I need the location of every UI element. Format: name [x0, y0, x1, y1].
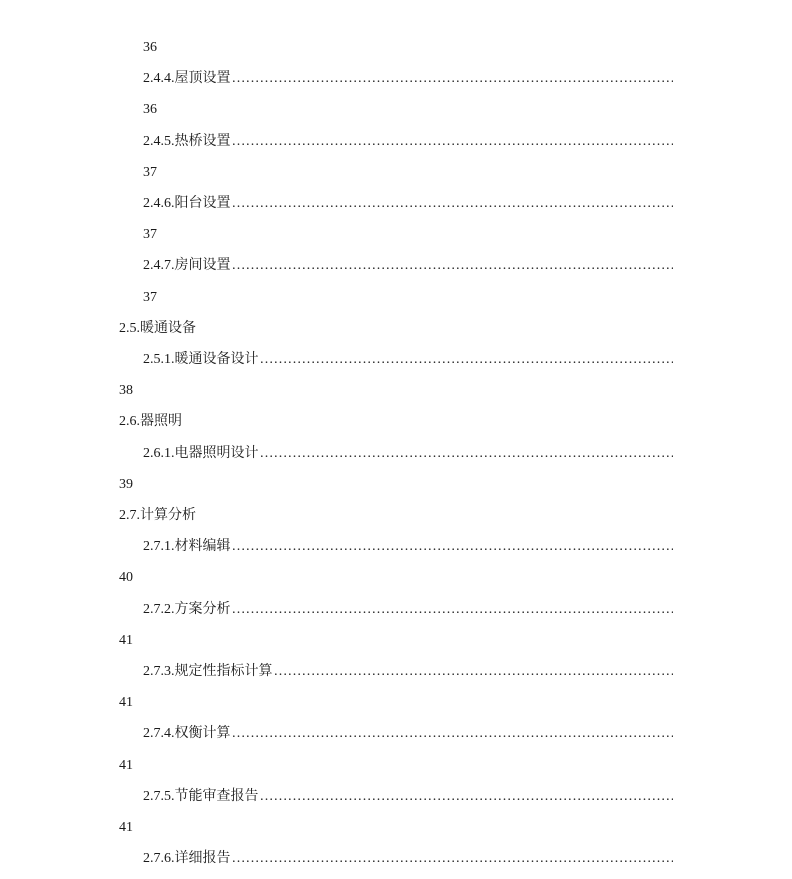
- toc-leader-dots: [274, 662, 674, 682]
- toc-page-number: 41: [119, 632, 133, 648]
- toc-page-number: 37: [143, 227, 157, 243]
- toc-leader-dots: [232, 132, 674, 152]
- toc-entry-title: 2.4.5.热桥设置: [143, 133, 231, 149]
- toc-entry: [143, 444, 673, 464]
- toc-page-number: 41: [119, 695, 133, 711]
- toc-leader-dots: [232, 849, 674, 869]
- toc-entry-title: 2.7.3.规定性指标计算: [143, 664, 273, 679]
- toc-entry: [143, 724, 673, 744]
- toc-leader-dots: [232, 194, 674, 214]
- toc-page-number: 41: [119, 757, 133, 773]
- toc-leader-dots: [260, 350, 674, 370]
- toc-entry: [143, 849, 673, 869]
- toc-entry: [143, 600, 673, 620]
- toc-page-number: 39: [119, 476, 133, 492]
- toc-leader-dots: [232, 537, 674, 557]
- toc-section-title: 2.7.计算分析: [119, 508, 196, 523]
- toc-entry-title: 2.4.7.房间设置: [143, 258, 231, 274]
- toc-entry-title: 2.7.2.方案分析: [143, 601, 231, 617]
- toc-leader-dots: [232, 256, 674, 276]
- toc-entry-title: 2.7.6.详细报告: [143, 851, 231, 867]
- toc-section-title: 2.6.器照明: [119, 414, 182, 430]
- toc-page-number: 38: [119, 383, 133, 399]
- toc-entry-title: 2.7.1.材料编辑: [143, 539, 231, 555]
- toc-entry: [143, 350, 673, 370]
- toc-leader-dots: [260, 787, 674, 807]
- toc-leader-dots: [232, 69, 674, 89]
- toc-entry: [143, 194, 673, 214]
- toc-entry: [143, 787, 673, 807]
- toc-entry-title: 2.6.1.电器照明设计: [143, 445, 259, 461]
- toc-page-number: 41: [119, 820, 133, 835]
- toc-entry-title: 2.4.6.阳台设置: [143, 196, 231, 211]
- toc-entry: [143, 69, 673, 89]
- toc-entry: [143, 256, 673, 276]
- toc-page-number: 37: [143, 289, 157, 305]
- toc-entry-title: 2.7.4.权衡计算: [143, 726, 231, 742]
- toc-entry: [143, 132, 673, 152]
- toc-entry-title: 2.7.5.节能审查报告: [143, 788, 259, 804]
- toc-page-number: 36: [143, 40, 157, 55]
- toc-section-title: 2.5.暖通设备: [119, 320, 196, 336]
- toc-entry: [143, 537, 673, 557]
- toc-leader-dots: [260, 444, 674, 464]
- toc-leader-dots: [232, 600, 674, 620]
- toc-entry: [143, 662, 673, 682]
- toc-leader-dots: [232, 724, 674, 744]
- toc-entry-title: 2.4.4.屋顶设置: [143, 71, 231, 87]
- toc-page-number: 40: [119, 570, 133, 586]
- toc-entry-title: 2.5.1.暖通设备设计: [143, 352, 259, 367]
- toc-page-number: 36: [143, 102, 157, 118]
- toc-page-number: 37: [143, 164, 157, 180]
